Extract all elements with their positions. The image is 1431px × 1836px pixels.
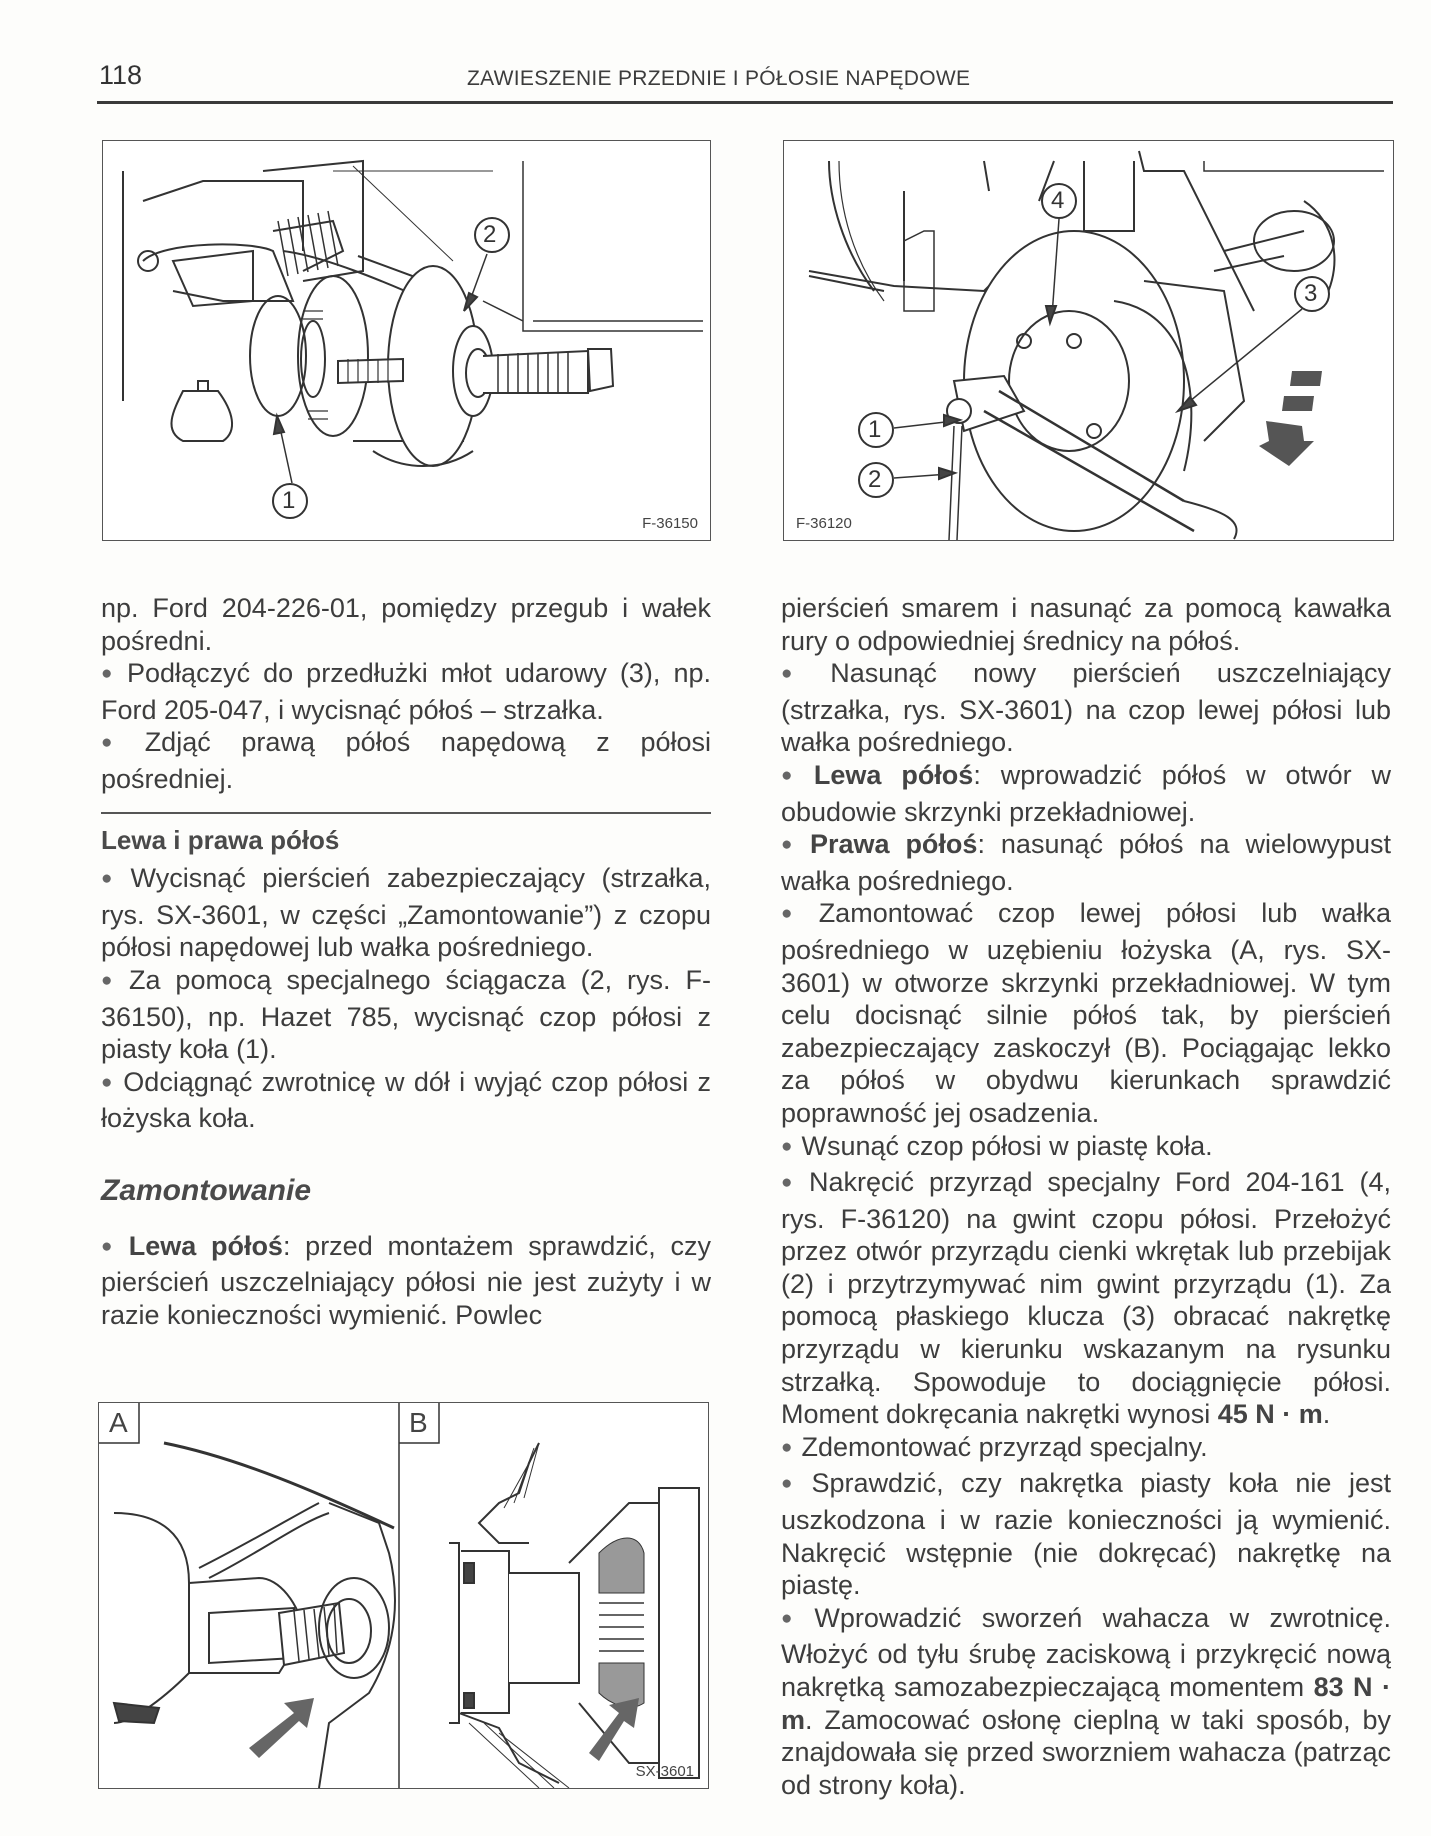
bullet-item: ● Wprowadzić sworzeń wahacza w zwrotnicę. Włożyć od tyłu śrubę zaciskową i przykręcić nową nakrętką samozabezpieczającą momentem 83 N · m. Zamocować osłonę cieplną w taki sposób, by znajdowała się przed sworzniem wahacza (patrząc od strony koła). — [781, 1602, 1391, 1802]
bullet-item: ● Nasunąć nowy pierścień uszczelniający (strzałka, rys. SX-3601) na czop lewej półosi lub wałka pośredniego. — [781, 657, 1391, 759]
figure-hub-puller — [102, 140, 711, 541]
bullet-item: ● Zdjąć prawą półoś napędową z półosi pośredniej. — [101, 726, 711, 795]
right-column — [781, 592, 1391, 1801]
running-head: ZAWIESZENIE PRZEDNIE I PÓŁOSIE NAPĘDOWE — [467, 67, 971, 90]
callout-4: 4 — [1051, 187, 1065, 214]
bullet-item: ● Lewa półoś: przed montażem sprawdzić, czy pierścień uszczelniający półosi nie jest zużyty i w razie konieczności wymienić. Powlec — [101, 1230, 711, 1332]
figure-code: F-36120 — [796, 515, 852, 532]
hub-puller-drawing — [103, 141, 710, 540]
section-heading: Lewa i prawa półoś — [101, 824, 340, 855]
figure-seal-ring — [98, 1402, 709, 1789]
panel-label-a: A — [109, 1407, 128, 1438]
paragraph: np. Ford 204-226-01, pomiędzy przegub i wałek pośredni. — [101, 593, 711, 656]
bullet-item: ● Podłączyć do przedłużki młot udarowy (3), np. Ford 205-047, i wycisnąć półoś – strzałka. — [101, 657, 711, 726]
bullet-item: ● Zamontować czop lewej półosi lub wałka pośredniego w uzębieniu łożyska (A, rys. SX-3601) w otworze skrzynki przekładniowej. W tym celu docisnąć silnie półoś tak, by pierścień zabezpieczający zaskoczył (B). Pociągając lekko za półoś w obydwu kierunkach sprawdzić poprawność jej osadzenia. — [781, 897, 1391, 1129]
panel-label-b: B — [409, 1407, 428, 1438]
bullet-item: ● Lewa półoś: wprowadzić półoś w otwór w obudowie skrzynki przekładniowej. — [781, 759, 1391, 828]
section-divider — [101, 812, 711, 814]
subsection-heading: Zamontowanie — [101, 1173, 312, 1207]
callout-3: 3 — [1304, 280, 1318, 307]
callout-1: 1 — [282, 487, 296, 514]
callout-2: 2 — [483, 221, 497, 248]
bullet-item: ● Sprawdzić, czy nakrętka piasty koła nie jest uszkodzona i w razie konieczności ją wymienić. Nakręcić wstępnie (nie dokręcać) nakrętkę na piastę. — [781, 1467, 1391, 1601]
seal-ring-drawing — [99, 1403, 708, 1788]
bullet-item: ● Wycisnąć pierścień zabezpieczający (strzałka, rys. SX-3601, w części „Zamontowanie”) z czopu półosi napędowej lub wałka pośredniego. — [101, 862, 711, 964]
callout-2: 2 — [868, 466, 882, 493]
bullet-item: ● Za pomocą specjalnego ściągacza (2, rys. F-36150), np. Hazet 785, wycisnąć czop półosi z piasty koła (1). — [101, 964, 711, 1066]
figure-axle-tool — [783, 140, 1394, 541]
paragraph: pierścień smarem i nasunąć za pomocą kawałka rury o odpowiedniej średnicy na półoś. — [781, 593, 1391, 656]
bullet-item: ● Nakręcić przyrząd specjalny Ford 204-161 (4, rys. F-36120) na gwint czopu półosi. Przełożyć przez otwór przyrządu cienki wkrętak lub przebijak (2) i przytrzymywać nim gwint przyrządu (1). Za pomocą płaskiego klucza (3) obracać nakrętkę przyrządu w kierunku wskazanym na rysunku strzałką. Spowoduje to dociągnięcie półosi. Moment dokręcania nakrętki wynosi 45 N · m. — [781, 1166, 1391, 1431]
left-column — [101, 592, 711, 1331]
callout-1: 1 — [868, 416, 882, 443]
bullet-item: ● Wsunąć czop półosi w piastę koła. — [781, 1130, 1391, 1167]
figure-code: SX-3601 — [635, 1763, 694, 1780]
bullet-item: ● Prawa półoś: nasunąć półoś na wielowypust wałka pośredniego. — [781, 828, 1391, 897]
bullet-item: ● Zdemontować przyrząd specjalny. — [781, 1431, 1391, 1468]
bullet-item: ● Odciągnąć zwrotnicę w dół i wyjąć czop półosi z łożyska koła. — [101, 1066, 711, 1135]
figure-code: F-36150 — [642, 515, 698, 532]
page-number: 118 — [99, 60, 143, 90]
header-rule — [97, 101, 1393, 104]
